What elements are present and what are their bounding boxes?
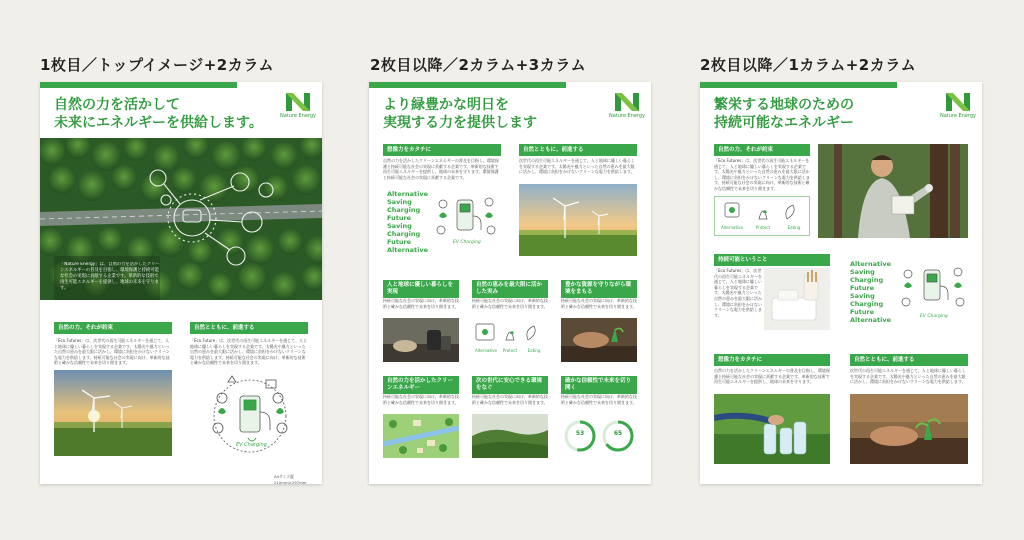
card-text: 持続可能な社会の実現に向け、革新的な技術と確かな信頼性で未来を切り開きます。	[472, 394, 548, 405]
section-text-2: 次世代の再生可能エネルギーを通じて、人と地球に優しい暮らしを実現する企業です。太陽光や風力といった自然の恵みを最大限に活かし、環境に負担をかけないクリーンな電力を供給します。	[519, 158, 635, 175]
card-text: 持続可能な社会の実現に向け、革新的な技術と確かな信頼性で未来を切り開きます。	[561, 394, 637, 405]
card-text: 持続可能な社会の実現に向け、革新的な技術と確かな信頼性で未来を切り開きます。	[383, 298, 459, 309]
logo-text: Nature Energy	[608, 113, 646, 119]
card-image-hills	[472, 414, 548, 458]
icon-label: Alternative	[475, 348, 497, 353]
card-heading: 自然の恵みを最大限に活かした実み	[472, 280, 548, 298]
icon-label: Protect	[755, 225, 771, 230]
section-heading-1: 想像力をカタチに	[383, 144, 501, 156]
accent-bar	[369, 82, 566, 88]
card-text: 持続可能な社会の実現に向け、革新的な技術と確かな信頼性で未来を切り開きます。	[383, 394, 459, 405]
ev-charging-illustration	[896, 256, 970, 330]
gauge-value: 65	[613, 430, 623, 437]
card-heading: 自然の力を活かしたクリーンエネルギー	[383, 376, 459, 394]
section-text-2: 「Eco Future」は、次世代の再生可能エネルギーを通じて、人と地球に優しい暮らしを実現する企業です。太陽光や風力といった自然の恵みを最大限に活かし、環境に負担をかけないクリーンな電力を供給します。持続可能な社会の実現に向け、革新的な技術と確かな信頼性で未来を切り開きます。	[190, 338, 308, 366]
eco-tableware-image	[764, 268, 830, 330]
ev-charger-icon	[431, 186, 501, 256]
section-text-2: 「Eco Futures」は、次世代の再生可能エネルギーを通じて、人と地球に優しい暮らしを実現する企業です。太陽光や風力といった自然の恵みを最大限に活かし、環境に負担をかけないクリーンな電力を供給します。	[714, 268, 762, 318]
card-image-vessels	[383, 318, 459, 362]
ev-charging-label: EV Charging	[236, 442, 267, 448]
section-text-1: 「Eco Futures」は、次世代の再生可能エネルギーを通じて、人と地球に優しい暮らしを実現する企業です。太陽光や風力といった自然の恵みを最大限に活かし、環境に負担をかけないクリーンな電力を供給します。持続可能な社会の実現に向け、革新的な技術と確かな信頼性で未来を切り開きます。	[54, 338, 170, 366]
eco-icons	[472, 318, 548, 362]
keyword-list: Alternative Saving Charging Future Saving Charging Future Alternative	[850, 260, 891, 324]
ev-charging-label: EV Charging	[453, 240, 481, 245]
hero-forest-image	[40, 138, 322, 300]
section-text-3: 自然の力を活かしたクリーンエネルギーの普及を目指し、環境保護と持続可能な社会の実現に貢献する企業です。革新的な技術で再生可能エネルギーを提供し、地球の未来を守ります。	[714, 368, 830, 385]
card-heading: 人と地球に優しい暮らしを実現	[383, 280, 459, 298]
section-text-1: 「Eco Futures」は、次世代の再生可能エネルギーを通じて、人と地球に優しい暮らしを実現する企業です。太陽光や風力といった自然の恵みを最大限に活かし、環境に負担をかけないクリーンな電力を供給します。持続可能な社会の実現に向け、革新的な技術と確かな信頼性で未来を切り開きます。	[714, 158, 810, 191]
section-heading-2: 自然とともに、前進する	[519, 144, 637, 156]
planting-hands-image	[850, 394, 968, 464]
accent-bar	[40, 82, 237, 88]
section-heading-2: 持続可能ということ	[714, 254, 830, 266]
icon-label: Eating	[787, 225, 801, 230]
wind-turbine-image	[54, 370, 172, 456]
section-heading-4: 自然とともに、前進する	[850, 354, 968, 366]
section-heading-1: 自然の力、それが約束	[54, 322, 172, 334]
page-title: 自然の力を活かして 未来にエネルギーを供給します。	[54, 97, 263, 131]
recycle-bottles-image	[714, 394, 830, 464]
icon-label: Eating	[527, 348, 541, 353]
section-heading-2: 自然とともに、前進する	[190, 322, 308, 334]
wind-turbine-image	[519, 184, 637, 256]
ev-charging-label: EV Charging	[920, 314, 948, 319]
page-3-mockup	[700, 82, 982, 484]
card-text: 持続可能な社会の実現に向け、革新的な技術と確かな信頼性で未来を切り開きます。	[561, 298, 637, 309]
caption-page-2: 2枚目以降／2カラム+3カラム	[370, 56, 587, 74]
hero-overlay-text: 「Nature Energy」は、自然の力を活かしたクリーンエネルギーの普及を目指し、環境保護と持続可能な社会の実現に貢献する企業です。革新的な技術で再生可能エネルギーを提供し、地球の未来を守ります。	[60, 262, 160, 291]
card-icon-row	[472, 318, 548, 362]
section-heading-1: 自然の力、それが約束	[714, 144, 810, 156]
ev-charging-illustration	[431, 186, 501, 256]
caption-page-1: 1枚目／トップイメージ+2カラム	[40, 56, 275, 74]
section-text-4: 次世代の再生可能エネルギーを通じて、人と地球に優しい暮らしを実現する企業です。太陽光や風力といった自然の恵みを最大限に活かし、環境に負担をかけないクリーンな電力を供給します。	[850, 368, 966, 385]
card-heading: 次の世代に安心できる環境をなぐ	[472, 376, 548, 394]
eco-icons	[715, 197, 810, 236]
gauge-charts	[561, 414, 637, 458]
icon-label: Alternative	[721, 225, 743, 230]
section-heading-3: 想像力をカタチに	[714, 354, 830, 366]
brand-logo	[278, 92, 318, 119]
ev-charging-illustration	[200, 368, 300, 464]
logo-mark-icon	[614, 92, 640, 112]
logo-text: Nature Energy	[939, 113, 977, 119]
brand-logo	[938, 92, 978, 119]
section-text-1: 自然の力を活かしたクリーンエネルギーの普及を目指し、環境保護と持続可能な社会の実現に貢献する企業です。革新的な技術で再生可能エネルギーを提供し、地球の未来を守ります。環境保護と持続可能な社会の実現に貢献する企業です。	[383, 158, 499, 180]
logo-mark-icon	[285, 92, 311, 112]
page-2-mockup	[369, 82, 651, 484]
page-1-mockup	[40, 82, 322, 484]
icon-label: Protect	[502, 348, 518, 353]
accent-bar	[700, 82, 897, 88]
size-note: A4サイズ縦210mm×297mm	[274, 474, 307, 484]
logo-mark-icon	[945, 92, 971, 112]
card-image-hands-soil	[561, 318, 637, 362]
card-image-town-map	[383, 414, 459, 458]
card-heading: 豊かな資源を守りながら環境をまもる	[561, 280, 637, 298]
caption-page-3: 2枚目以降／1カラム+2カラム	[700, 56, 917, 74]
logo-text: Nature Energy	[279, 113, 317, 119]
page-title: 繁栄する地球のための 持続可能なエネルギー	[714, 97, 854, 131]
gauge-value: 53	[575, 430, 585, 437]
card-text: 持続可能な社会の実現に向け、革新的な技術と確かな信頼性で未来を切り開きます。	[472, 298, 548, 309]
card-heading: 確かな信頼性で未来を切り開く	[561, 376, 637, 394]
brand-logo	[607, 92, 647, 119]
keyword-list: Alternative Saving Charging Future Saving Charging Future Alternative	[387, 190, 428, 254]
page-title: より緑豊かな明日を 実現する力を提供します	[383, 97, 537, 131]
worker-forest-image	[818, 144, 968, 238]
icon-strip	[714, 196, 810, 236]
ev-charger-icon	[200, 368, 300, 464]
